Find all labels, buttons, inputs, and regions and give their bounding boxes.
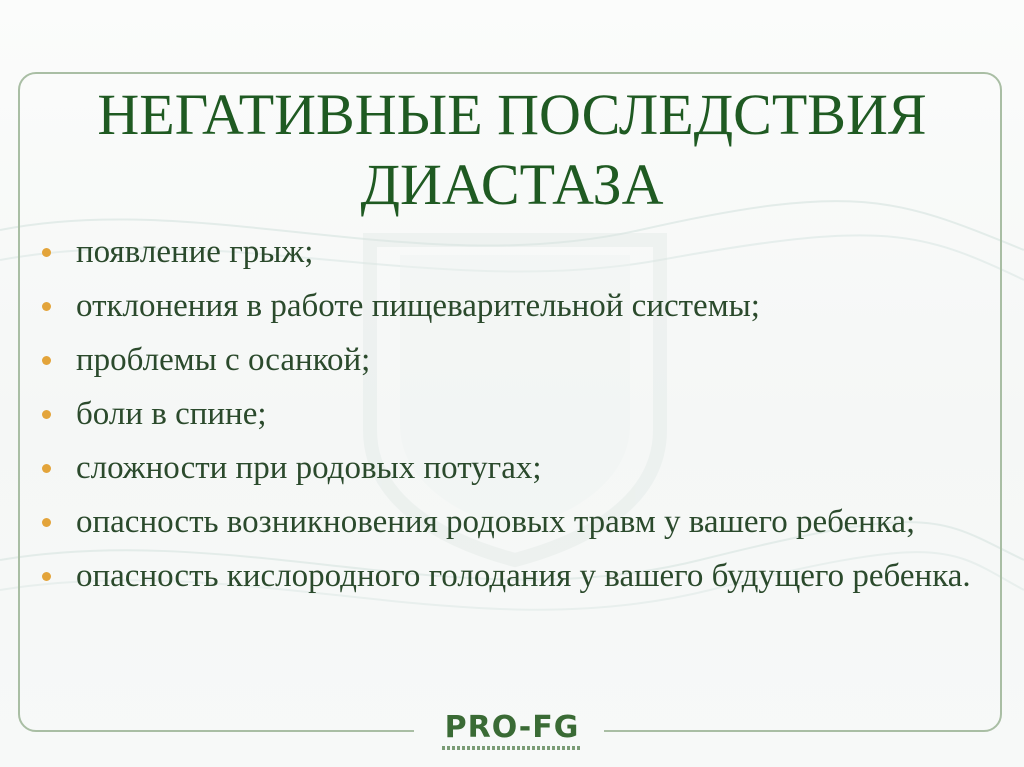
list-item [40, 502, 1010, 542]
list-item-text: отклонения в работе пищеварительной системы; [76, 288, 760, 324]
bullet-dot-icon [42, 464, 51, 473]
bullet-dot-icon [42, 410, 51, 419]
list-item [40, 340, 1010, 380]
bullet-dot-icon [42, 572, 51, 581]
bullet-dot-icon [42, 248, 51, 257]
list-item-text: проблемы с осанкой; [76, 342, 371, 378]
bullet-dot-icon [42, 302, 51, 311]
consequences-list [40, 232, 1010, 610]
list-item-text: сложности при родовых потугах; [76, 450, 542, 486]
title-line-1: НЕГАТИВНЫЕ ПОСЛЕДСТВИЯ [97, 82, 927, 147]
title-line-2: ДИАСТАЗА [360, 152, 664, 217]
list-item [40, 232, 1010, 272]
list-item-text: опасность кислородного голодания у вашего будущего ребенка. [76, 558, 971, 594]
list-item-text: опасность возникновения родовых травм у вашего ребенка; [76, 504, 916, 540]
bullet-dot-icon [42, 356, 51, 365]
list-item [40, 556, 1010, 596]
bullet-dot-icon [42, 518, 51, 527]
slide-title [40, 80, 984, 220]
logo-tagline-decoration [442, 746, 582, 750]
logo-text: PRO-FG [444, 710, 580, 745]
list-item-text: появление грыж; [76, 234, 314, 270]
list-item [40, 286, 1010, 326]
list-item-text: боли в спине; [76, 396, 267, 432]
list-item [40, 448, 1010, 488]
list-item [40, 394, 1010, 434]
pro-fg-logo [434, 712, 590, 752]
